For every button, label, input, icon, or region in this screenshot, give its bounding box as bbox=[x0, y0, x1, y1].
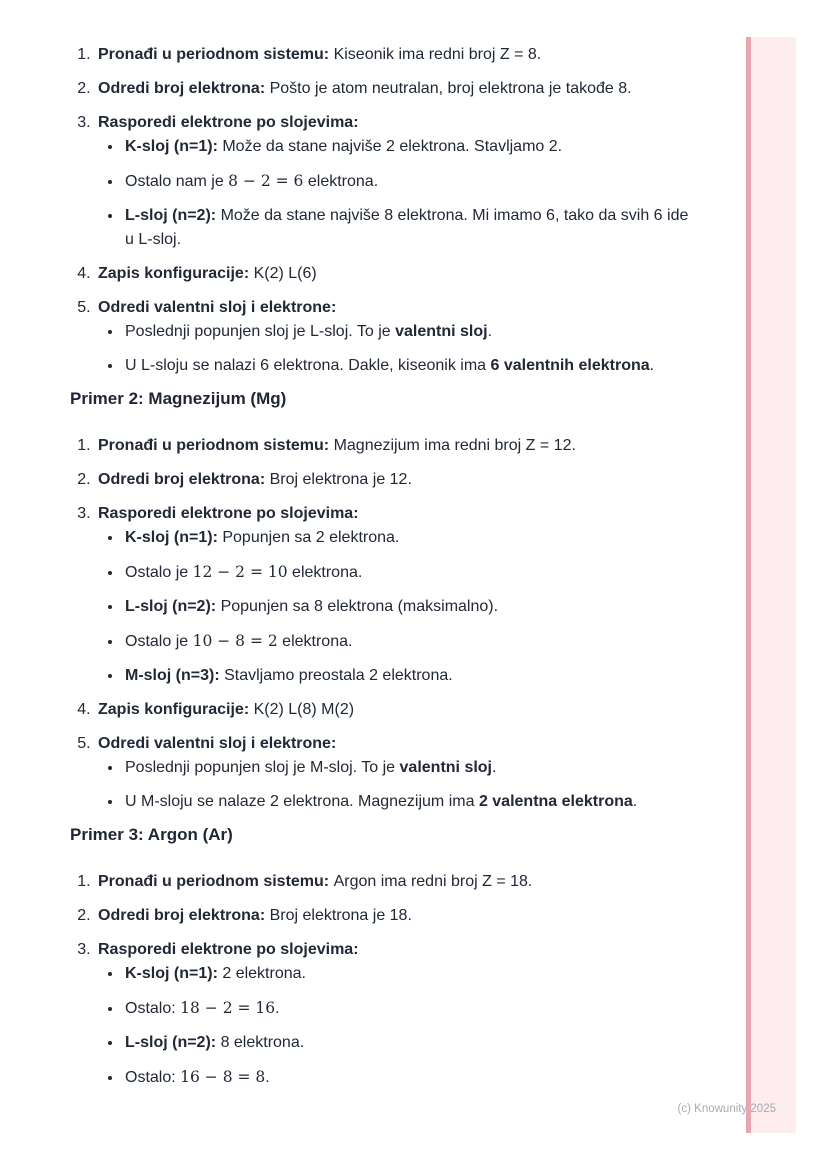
list-item-text bbox=[98, 114, 359, 131]
bold-text-run: Odredi broj elektrona: bbox=[98, 907, 270, 924]
bold-text-run: Odredi valentni sloj i elektrone: bbox=[98, 735, 337, 752]
list-item bbox=[95, 111, 692, 252]
bold-text-run: Rasporedi elektrone po slojevima: bbox=[98, 505, 359, 522]
text-run: Argon ima redni broj Z = 18. bbox=[333, 873, 533, 890]
text-run: U L-sloju se nalazi 6 elektrona. Dakle, kiseonik ima bbox=[125, 357, 491, 374]
bullet-item bbox=[123, 996, 692, 1021]
text-run: 8 elektrona. bbox=[220, 1034, 305, 1051]
list-item bbox=[95, 870, 692, 894]
example-section bbox=[70, 824, 692, 1090]
bullet-list bbox=[98, 320, 692, 378]
bullet-item bbox=[123, 560, 692, 585]
text-run: U M-sloju se nalaze 2 elektrona. Magnezijum ima bbox=[125, 793, 479, 810]
list-item bbox=[95, 296, 692, 378]
bullet-list bbox=[98, 526, 692, 688]
bullet-item bbox=[123, 526, 692, 550]
math-expression: 8 − 2 = 6 bbox=[228, 172, 304, 190]
list-item bbox=[95, 468, 692, 492]
bold-text-run: Zapis konfiguracije: bbox=[98, 701, 254, 718]
bullet-item bbox=[123, 169, 692, 194]
bullet-item bbox=[123, 756, 692, 780]
list-item-text bbox=[98, 437, 576, 454]
bold-text-run: K-sloj (n=1): bbox=[125, 529, 223, 546]
text-run: . bbox=[265, 1069, 270, 1086]
bullet-item bbox=[123, 204, 692, 252]
bold-text-run: K-sloj (n=1): bbox=[125, 965, 223, 982]
section-heading: Primer 3: Argon (Ar) bbox=[70, 825, 233, 844]
bold-text-run: Zapis konfiguracije: bbox=[98, 265, 254, 282]
bold-text-run: Pronađi u periodnom sistemu: bbox=[98, 437, 334, 454]
list-item bbox=[95, 938, 692, 1090]
bold-text-run: Odredi broj elektrona: bbox=[98, 80, 270, 97]
math-expression: 12 − 2 = 10 bbox=[192, 563, 288, 581]
math-expression: 10 − 8 = 2 bbox=[192, 632, 278, 650]
text-run: elektrona. bbox=[287, 564, 363, 581]
bold-text-run: Rasporedi elektrone po slojevima: bbox=[98, 941, 359, 958]
bold-text-run: 6 valentnih elektrona bbox=[490, 357, 650, 374]
bullet-item bbox=[123, 354, 692, 378]
text-run: elektrona. bbox=[277, 633, 353, 650]
list-item-text bbox=[98, 701, 354, 718]
list-item-text bbox=[98, 907, 412, 924]
text-run: Ostalo je bbox=[125, 633, 193, 650]
numbered-list bbox=[70, 43, 692, 378]
list-item bbox=[95, 77, 692, 101]
text-run: Popunjen sa 8 elektrona (maksimalno). bbox=[220, 598, 499, 615]
list-item-text bbox=[98, 46, 541, 63]
numbered-list bbox=[70, 434, 692, 814]
math-expression: 16 − 8 = 8 bbox=[180, 1068, 266, 1086]
bullet-item bbox=[123, 962, 692, 986]
bullet-list bbox=[98, 962, 692, 1090]
list-item bbox=[95, 502, 692, 688]
bold-text-run: Pronađi u periodnom sistemu: bbox=[98, 873, 334, 890]
text-run: Magnezijum ima redni broj Z = 12. bbox=[333, 437, 576, 454]
bold-text-run: M-sloj (n=3): bbox=[125, 667, 225, 684]
list-item bbox=[95, 698, 692, 722]
bullet-item bbox=[123, 595, 692, 619]
bullet-item bbox=[123, 1031, 692, 1055]
text-run: K(2) L(8) M(2) bbox=[253, 701, 355, 718]
bullet-item bbox=[123, 664, 692, 688]
list-item-text bbox=[98, 80, 632, 97]
bullet-item bbox=[123, 135, 692, 159]
list-item bbox=[95, 434, 692, 458]
list-item bbox=[95, 904, 692, 928]
bold-text-run: Pronađi u periodnom sistemu: bbox=[98, 46, 334, 63]
text-run: . bbox=[632, 793, 638, 810]
list-item-text bbox=[98, 299, 336, 316]
text-run: . bbox=[275, 1000, 280, 1017]
bullet-item bbox=[123, 320, 692, 344]
text-run: Ostalo: bbox=[125, 1000, 181, 1017]
text-run: Ostalo je bbox=[125, 564, 193, 581]
document-content bbox=[70, 43, 692, 1100]
example-section bbox=[70, 388, 692, 814]
list-item-text bbox=[98, 265, 317, 282]
math-expression: 18 − 2 = 16 bbox=[180, 999, 276, 1017]
text-run: Poslednji popunjen sloj je L-sloj. To je bbox=[125, 323, 396, 340]
text-run: elektrona. bbox=[303, 173, 379, 190]
list-item-text bbox=[98, 505, 359, 522]
list-item bbox=[95, 732, 692, 814]
bullet-item bbox=[123, 790, 692, 814]
text-run: Kiseonik ima redni broj Z = 8. bbox=[333, 46, 542, 63]
watermark: (c) Knowunity 2025 bbox=[677, 1103, 776, 1115]
text-run: Poslednji popunjen sloj je M-sloj. To je bbox=[125, 759, 400, 776]
bold-text-run: Odredi broj elektrona: bbox=[98, 471, 270, 488]
bullet-list bbox=[98, 756, 692, 814]
bold-text-run: Rasporedi elektrone po slojevima: bbox=[98, 114, 359, 131]
bullet-item bbox=[123, 1065, 692, 1090]
page-accent-stripe bbox=[746, 37, 796, 1133]
bold-text-run: L-sloj (n=2): bbox=[125, 207, 221, 224]
bullet-item bbox=[123, 629, 692, 654]
bullet-list bbox=[98, 135, 692, 252]
list-item bbox=[95, 43, 692, 67]
bold-text-run: L-sloj (n=2): bbox=[125, 598, 221, 615]
text-run: K(2) L(6) bbox=[253, 265, 317, 282]
bold-text-run: valentni sloj bbox=[395, 323, 488, 340]
text-run: Broj elektrona je 12. bbox=[269, 471, 412, 488]
bold-text-run: valentni sloj bbox=[399, 759, 492, 776]
bold-text-run: K-sloj (n=1): bbox=[125, 138, 223, 155]
list-item-text bbox=[98, 735, 336, 752]
list-item-text bbox=[98, 941, 359, 958]
text-run: Ostalo nam je bbox=[125, 173, 229, 190]
list-item-text bbox=[98, 873, 532, 890]
text-run: Može da stane najviše 2 elektrona. Stavljamo 2. bbox=[222, 138, 563, 155]
example-section bbox=[70, 43, 692, 378]
text-run: Ostalo: bbox=[125, 1069, 181, 1086]
text-run: Stavljamo preostala 2 elektrona. bbox=[224, 667, 453, 684]
text-run: . bbox=[487, 323, 493, 340]
text-run: Može da stane najviše 8 elektrona. Mi imamo 6, tako da svih 6 ide u L-sloj. bbox=[125, 207, 689, 248]
text-run: . bbox=[492, 759, 497, 776]
numbered-list bbox=[70, 870, 692, 1090]
text-run: Popunjen sa 2 elektrona. bbox=[222, 529, 400, 546]
text-run: Broj elektrona je 18. bbox=[269, 907, 412, 924]
bold-text-run: Odredi valentni sloj i elektrone: bbox=[98, 299, 337, 316]
section-heading: Primer 2: Magnezijum (Mg) bbox=[70, 389, 287, 408]
list-item bbox=[95, 262, 692, 286]
bold-text-run: 2 valentna elektrona bbox=[478, 793, 633, 810]
bold-text-run: L-sloj (n=2): bbox=[125, 1034, 221, 1051]
list-item-text bbox=[98, 471, 412, 488]
text-run: . bbox=[649, 357, 655, 374]
text-run: Pošto je atom neutralan, broj elektrona je takođe 8. bbox=[269, 80, 632, 97]
text-run: 2 elektrona. bbox=[222, 965, 306, 982]
